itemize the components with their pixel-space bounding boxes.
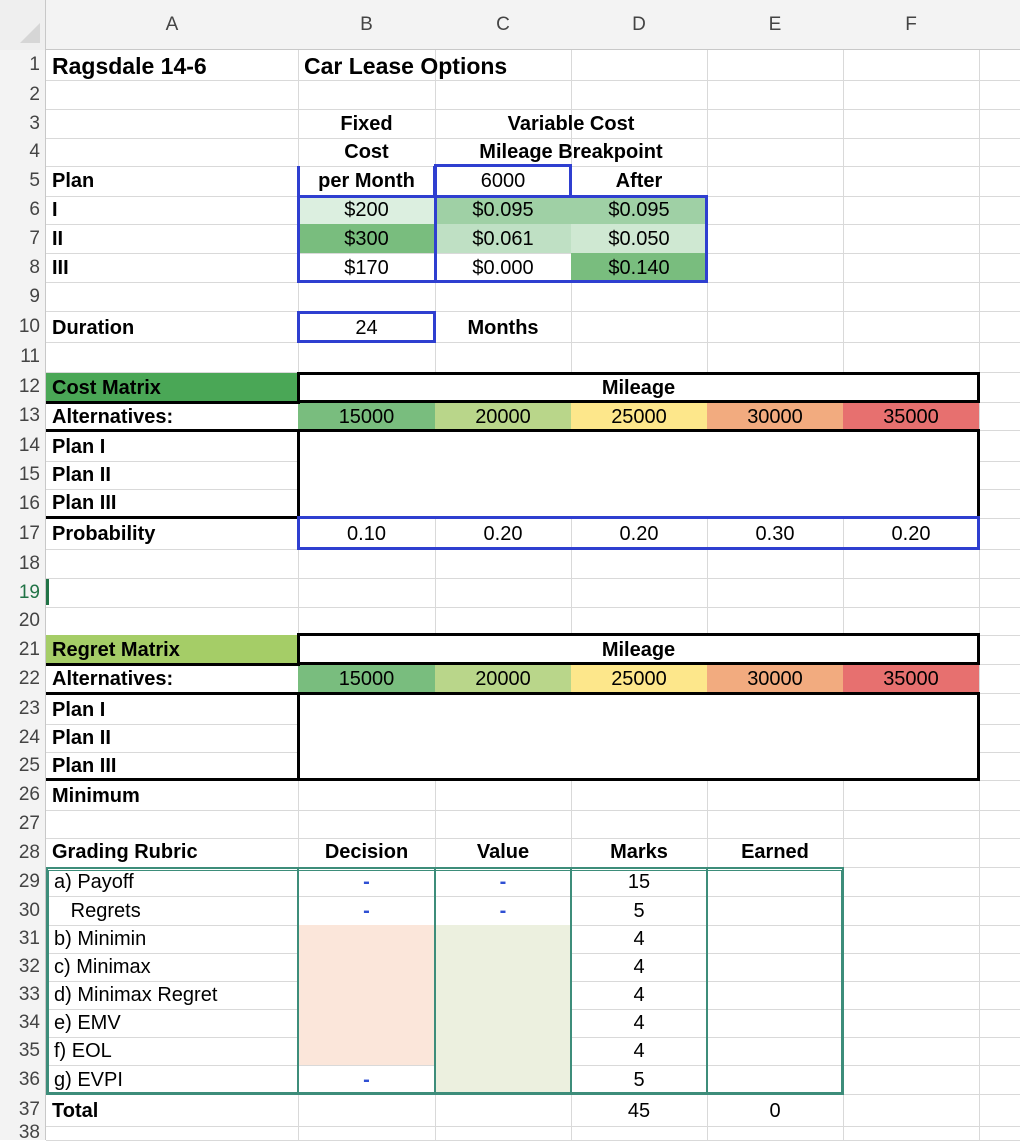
row-header-1[interactable]: 1 [29, 54, 40, 75]
grid-row-line [46, 780, 1020, 781]
cost-mileage-1[interactable]: 15000 [338, 405, 395, 428]
column-header-f[interactable]: F [905, 14, 917, 35]
probability-4[interactable]: 0.30 [755, 523, 795, 545]
row-header-29[interactable]: 29 [18, 870, 40, 892]
rubric-label[interactable]: e) EMV [54, 1012, 121, 1034]
grid-row-line [46, 1094, 1020, 1095]
rubric-title[interactable]: Grading Rubric [52, 841, 198, 863]
grid-row-line [46, 810, 1020, 811]
row-header-13[interactable]: 13 [18, 405, 40, 426]
duration-input[interactable]: 24 [355, 317, 378, 339]
regret-plan-2[interactable]: Plan II [52, 727, 111, 749]
rubric-marks[interactable]: 4 [633, 956, 645, 978]
regret-mileage-4[interactable]: 30000 [747, 668, 803, 690]
total-label[interactable]: Total [52, 1100, 99, 1122]
rubric-decision[interactable] [298, 1037, 435, 1065]
regret-mileage-label[interactable]: Mileage [601, 639, 676, 661]
plan-before-2[interactable]: $0.061 [472, 227, 534, 250]
rubric-label[interactable]: g) EVPI [54, 1068, 123, 1091]
plan-label[interactable]: Plan [52, 170, 95, 192]
row-header-35[interactable]: 35 [18, 1040, 40, 1061]
plan-after-3[interactable]: $0.140 [608, 256, 670, 279]
duration-unit[interactable]: Months [467, 317, 539, 339]
row-header-38[interactable]: 38 [18, 1122, 40, 1143]
rubric-marks[interactable]: 4 [633, 984, 645, 1006]
rubric-decision[interactable] [298, 1009, 435, 1037]
duration-label[interactable]: Duration [52, 317, 135, 339]
sheet-title[interactable]: Ragsdale 14-6 [52, 52, 207, 79]
grid-row-line [46, 518, 1020, 519]
row-header-27[interactable]: 27 [18, 813, 40, 834]
variable-label-2[interactable]: Mileage Breakpoint [479, 141, 663, 163]
minimum-label[interactable]: Minimum [52, 785, 140, 807]
regret-matrix-title[interactable]: Regret Matrix [52, 639, 180, 661]
grid-row-line [46, 578, 1020, 579]
row-header-5[interactable]: 5 [29, 170, 40, 191]
rubric-label[interactable]: b) Minimin [54, 928, 147, 950]
cost-plan-2[interactable]: Plan II [52, 464, 111, 486]
row-header-26[interactable]: 26 [18, 784, 40, 805]
row-header-11[interactable]: 11 [20, 346, 40, 367]
regret-matrix-body [299, 694, 978, 779]
grid-row-line [46, 1140, 1020, 1141]
grid-row-line [46, 1126, 1020, 1127]
row-header-8[interactable]: 8 [29, 256, 40, 278]
probability-1[interactable]: 0.10 [347, 523, 386, 545]
rubric-decision[interactable] [298, 953, 435, 981]
row-header-10[interactable]: 10 [18, 315, 40, 337]
row-header-2[interactable]: 2 [29, 83, 40, 105]
cost-plan-3[interactable]: Plan III [52, 492, 117, 514]
row-header-32[interactable]: 32 [18, 956, 40, 977]
fixed-label-3[interactable]: per Month [318, 170, 415, 192]
plan-after-2[interactable]: $0.050 [608, 227, 670, 250]
rubric-marks[interactable]: 15 [627, 870, 651, 893]
row-header-20[interactable]: 20 [18, 610, 40, 631]
grid-row-line [46, 607, 1020, 608]
row-header-14[interactable]: 14 [18, 434, 40, 456]
row-header-37[interactable]: 37 [18, 1099, 40, 1120]
row-header-21[interactable]: 21 [18, 638, 40, 660]
plan-fixed-3[interactable]: $170 [344, 256, 389, 279]
select-all-triangle-icon [20, 23, 40, 43]
regret-mileage-5[interactable]: 35000 [883, 668, 939, 690]
row-header-24[interactable]: 24 [18, 727, 40, 748]
probability-label[interactable]: Probability [52, 523, 156, 545]
row-header-15[interactable]: 15 [18, 464, 40, 485]
rubric-value[interactable] [435, 1037, 571, 1065]
row-header-3[interactable]: 3 [29, 112, 40, 134]
rubric-marks[interactable]: 4 [633, 928, 645, 950]
regret-alternatives-label[interactable]: Alternatives: [52, 668, 174, 690]
row-header-16[interactable]: 16 [18, 492, 40, 514]
row-header-28[interactable]: 28 [18, 841, 40, 863]
row-header-31[interactable]: 31 [18, 928, 40, 949]
probability-2[interactable]: 0.20 [483, 523, 523, 545]
plan-name-2[interactable]: II [52, 227, 64, 250]
rubric-marks[interactable]: 5 [633, 1068, 645, 1091]
regret-plan-1[interactable]: Plan I [52, 698, 106, 721]
rubric-label[interactable]: f) EOL [54, 1040, 112, 1062]
plan-fixed-2[interactable]: $300 [344, 227, 389, 250]
fixed-label-1[interactable]: Fixed [340, 113, 393, 135]
rubric-decision[interactable]: - [363, 899, 370, 922]
column-header-b[interactable]: B [360, 14, 373, 35]
total-marks[interactable]: 45 [627, 1100, 651, 1122]
rubric-value[interactable] [435, 1009, 571, 1037]
rubric-value[interactable] [435, 953, 571, 981]
grid-row-line [46, 549, 1020, 550]
row-header-34[interactable]: 34 [18, 1012, 40, 1033]
column-header-d[interactable]: D [632, 14, 646, 35]
regret-plan-3[interactable]: Plan III [52, 754, 117, 777]
grid-row-line [46, 80, 1020, 81]
rubric-value[interactable]: - [499, 870, 507, 893]
rubric-value[interactable] [435, 1065, 571, 1094]
rubric-label[interactable]: Regrets [54, 899, 141, 922]
plan-after-1[interactable]: $0.095 [608, 199, 670, 221]
cost-mileage-3[interactable]: 25000 [611, 405, 667, 428]
plan-name-1[interactable]: I [52, 199, 58, 221]
rubric-decision[interactable]: - [363, 1068, 370, 1091]
active-row-indicator [46, 579, 49, 605]
rubric-value[interactable] [435, 925, 571, 953]
row-header-30[interactable]: 30 [18, 899, 40, 921]
row-header-33[interactable]: 33 [18, 984, 40, 1005]
rubric-label[interactable]: c) Minimax [54, 956, 151, 978]
rubric-marks-label[interactable]: Marks [610, 841, 668, 863]
grid-row-line [46, 282, 1020, 283]
row-header-9[interactable]: 9 [29, 285, 40, 307]
cost-mileage-5[interactable]: 35000 [883, 405, 939, 428]
breakpoint-input[interactable]: 6000 [480, 170, 526, 192]
rubric-marks[interactable]: 4 [633, 1012, 645, 1034]
plan-before-1[interactable]: $0.095 [472, 199, 534, 221]
cost-alternatives-label[interactable]: Alternatives: [52, 405, 174, 428]
row-header-25[interactable]: 25 [18, 755, 40, 776]
grid-column-line [707, 50, 708, 1140]
grid-column-line [843, 50, 844, 1140]
cost-mileage-label[interactable]: Mileage [601, 377, 676, 399]
fixed-label-2[interactable]: Cost [344, 141, 389, 163]
row-header-36[interactable]: 36 [18, 1068, 40, 1090]
column-header-e[interactable]: E [768, 14, 782, 35]
cost-matrix-body [299, 431, 978, 517]
row-header-18[interactable]: 18 [18, 552, 40, 574]
plan-before-3[interactable]: $0.000 [472, 256, 534, 279]
rubric-earned-label[interactable]: Earned [741, 841, 809, 863]
plan-name-3[interactable]: III [52, 256, 69, 279]
row-header-4[interactable]: 4 [29, 141, 40, 162]
rubric-value[interactable]: - [499, 899, 507, 922]
total-earned[interactable]: 0 [769, 1100, 781, 1122]
rubric-decision[interactable] [298, 925, 435, 953]
variable-label-1[interactable]: Variable Cost [507, 113, 635, 135]
grid-row-line [46, 311, 1020, 312]
cost-mileage-4[interactable]: 30000 [747, 405, 803, 428]
regret-mileage-3[interactable]: 25000 [611, 668, 667, 690]
sheet-subtitle[interactable]: Car Lease Options [304, 52, 508, 79]
after-label[interactable]: After [615, 170, 663, 192]
rubric-label[interactable]: a) Payoff [54, 870, 134, 893]
row-header-12[interactable]: 12 [18, 376, 40, 397]
rubric-decision[interactable]: - [363, 870, 370, 893]
cost-mileage-2[interactable]: 20000 [475, 405, 531, 428]
regret-mileage-2[interactable]: 20000 [475, 668, 531, 690]
rubric-value[interactable] [435, 981, 571, 1009]
rubric-value-label[interactable]: Value [476, 841, 530, 863]
row-header-7[interactable]: 7 [29, 227, 40, 249]
rubric-label[interactable]: d) Minimax Regret [54, 984, 218, 1006]
probability-3[interactable]: 0.20 [619, 523, 659, 545]
rubric-marks[interactable]: 5 [633, 899, 645, 922]
rubric-marks[interactable]: 4 [633, 1040, 645, 1062]
column-header-a[interactable]: A [165, 14, 179, 35]
row-header-17[interactable]: 17 [18, 522, 40, 544]
plan-fixed-1[interactable]: $200 [344, 199, 389, 221]
column-header-c[interactable]: C [496, 14, 510, 35]
probability-5[interactable]: 0.20 [891, 523, 931, 545]
rubric-decision-label[interactable]: Decision [324, 841, 409, 863]
grid-column-line [979, 50, 980, 1140]
row-header-22[interactable]: 22 [18, 667, 40, 689]
cost-plan-1[interactable]: Plan I [52, 435, 106, 458]
rubric-decision[interactable] [298, 981, 435, 1009]
grid-row-line [46, 342, 1020, 343]
cost-matrix-title[interactable]: Cost Matrix [52, 377, 161, 399]
row-header-6[interactable]: 6 [29, 199, 40, 220]
row-header-23[interactable]: 23 [18, 697, 40, 719]
regret-mileage-1[interactable]: 15000 [338, 668, 395, 690]
row-header-19[interactable]: 19 [18, 581, 40, 603]
